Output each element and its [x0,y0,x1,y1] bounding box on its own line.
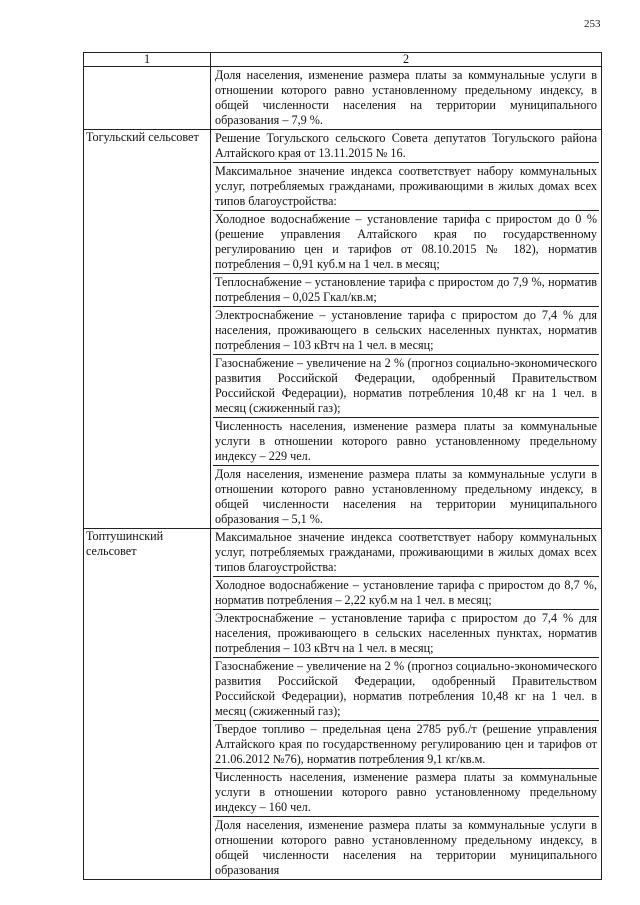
municipality-name: Тогульский сельсовет [84,130,211,529]
row-content [211,67,602,130]
column-header-1: 1 [84,53,211,67]
table-header-row [84,53,602,67]
table-row [84,67,602,130]
paragraph: Холодное водоснабжение – установление тарифа с приростом до 0 % (решение управления Алтайского края по государственному регулированию цен и тарифов от 08.10.2015 № 182), норматив потребления – 0,91 куб.м на 1 чел. в месяц; [213,211,599,274]
column-header-2: 2 [211,53,602,67]
row-content [211,130,602,529]
paragraph: Численность населения, изменение размера платы за коммунальные услуги в отношении которого равно установленному предельному индексу – 160 чел. [213,769,599,817]
page-number: 253 [584,18,601,30]
paragraph: Твердое топливо – предельная цена 2785 руб./т (решение управления Алтайского края по государственному регулированию цен и тарифов от 21.06.2012 №76), норматив потребления 9,1 кг/кв.м. [213,721,599,769]
paragraph: Теплоснабжение – установление тарифа с приростом до 7,9 %, норматив потребления – 0,025 Гкал/кв.м; [213,274,599,307]
table-row [84,529,602,880]
paragraph: Решение Тогульского сельского Совета депутатов Тогульского района Алтайского края от 13.11.2015 № 16. [213,130,599,163]
paragraph: Доля населения, изменение размера платы за коммунальные услуги в отношении которого равно установленному предельному индексу, в общей численности населения на территории муниципального образования [215,818,597,877]
paragraph: Максимальное значение индекса соответствует набору коммунальных услуг, потребляемых гражданами, проживающими в жилых домах всех типов благоустройства: [213,529,599,577]
row-content [211,529,602,880]
paragraph: Доля населения, изменение размера платы за коммунальные услуги в отношении которого равно установленному предельному индексу, в общей численности населения на территории муниципального образования – 7,9 %. [215,68,597,127]
paragraph: Электроснабжение – установление тарифа с приростом до 7,4 % для населения, проживающего в сельских населенных пунктах, норматив потребления – 103 кВтч на 1 чел. в месяц; [213,307,599,355]
paragraph: Холодное водоснабжение – установление тарифа с приростом до 8,7 %, норматив потребления – 2,22 куб.м на 1 чел. в месяц; [213,577,599,610]
paragraph: Газоснабжение – увеличение на 2 % (прогноз социально-экономического развития Российской Федерации, одобренный Правительством Российской Федерации), норматив потребления 10,48 кг на 1 чел. в месяц (сжиженный газ); [213,355,599,418]
municipality-name [84,67,211,130]
paragraph: Численность населения, изменение размера платы за коммунальные услуги в отношении которого равно установленному предельному индексу – 229 чел. [213,418,599,466]
municipality-name: Топтушинский сельсовет [84,529,211,880]
table-row [84,130,602,529]
paragraph: Доля населения, изменение размера платы за коммунальные услуги в отношении которого равно установленному предельному индексу, в общей численности населения на территории муниципального образования – 5,1 %. [215,467,597,526]
document-table [83,52,602,880]
paragraph: Газоснабжение – увеличение на 2 % (прогноз социально-экономического развития Российской Федерации, одобренный Правительством Российской Федерации), норматив потребления 10,48 кг на 1 чел. в месяц (сжиженный газ); [213,658,599,721]
paragraph: Электроснабжение – установление тарифа с приростом до 7,4 % для населения, проживающего в сельских населенных пунктах, норматив потребления – 103 кВтч на 1 чел. в месяц; [213,610,599,658]
paragraph: Максимальное значение индекса соответствует набору коммунальных услуг, потребляемых гражданами, проживающими в жилых домах всех типов благоустройства: [213,163,599,211]
